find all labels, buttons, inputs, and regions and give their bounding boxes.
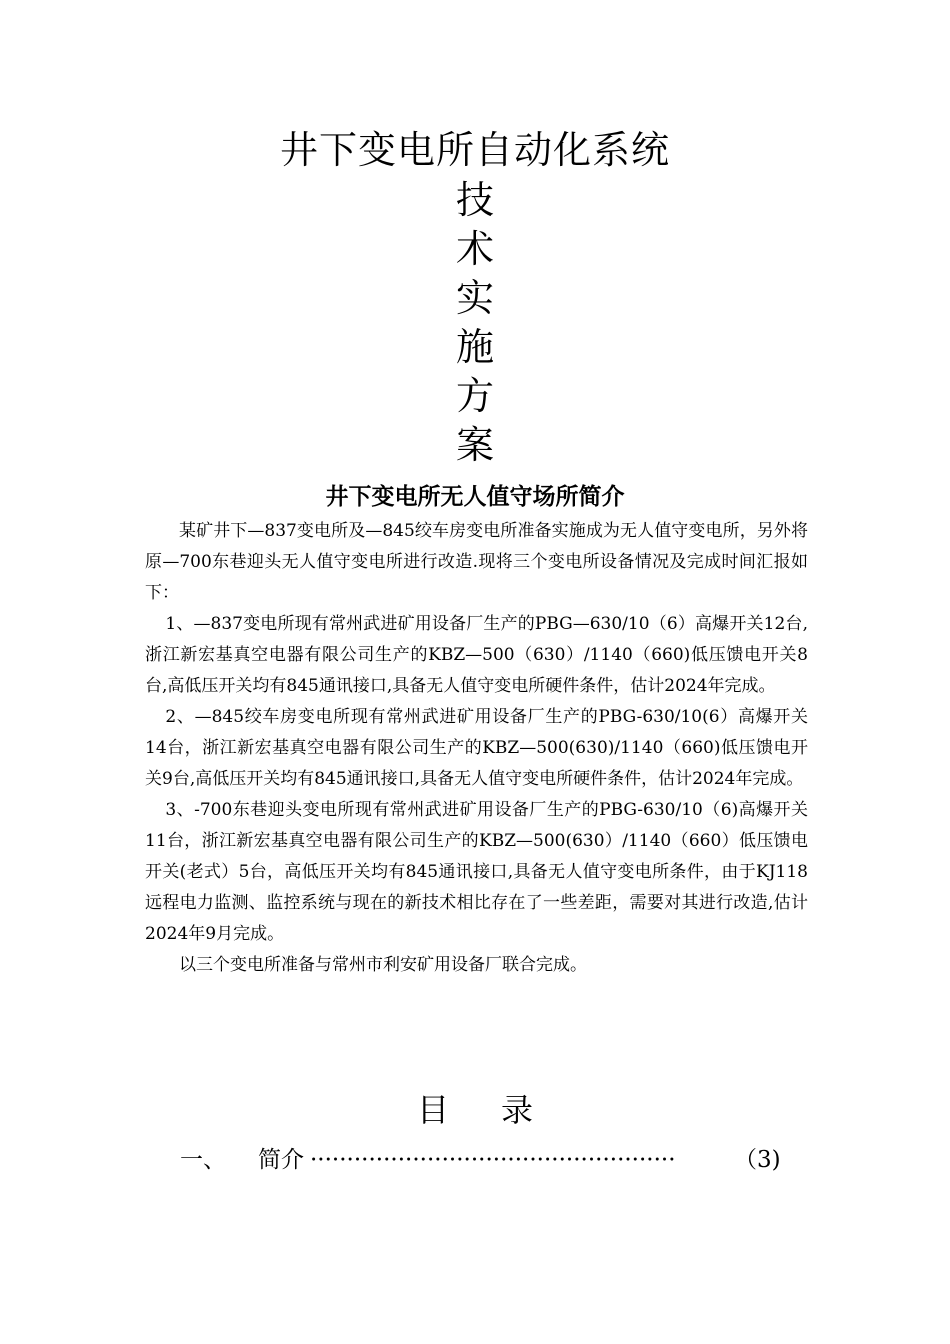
section-heading: 井下变电所无人值守场所简介 bbox=[325, 484, 625, 510]
subtitle-char: 案 bbox=[455, 423, 494, 467]
closing-paragraph: 以三个变电所准备与常州市利安矿用设备厂联合完成。 bbox=[179, 955, 587, 975]
list-item-paragraph: 1、—837变电所现有常州武进矿用设备厂生产的PBG—630/10（6）高爆开关12台,浙江新宏基真空电器有限公司生产的KBZ—500（630）/1140（660)低压馈电开关8台,高低压开关均有845通讯接口,具备无人值守变电所硬件条件，估计2024年完成。 bbox=[145, 614, 808, 696]
body-text bbox=[145, 516, 808, 981]
toc-entry-page: （3) bbox=[730, 1140, 781, 1180]
subtitle-char: 施 bbox=[455, 325, 494, 369]
vertical-subtitle bbox=[0, 176, 950, 470]
list-item-paragraph: 3、-700东巷迎头变电所现有常州武进矿用设备厂生产的PBG-630/10（6)高爆开关11台，浙江新宏基真空电器有限公司生产的KBZ—500(630）/1140（660）低压馈电开关(老式）5台，高低压开关均有845通讯接口,具备无人值守变电所条件，由于KJ118远程电力监测、监控系统与现在的新技术相比存在了一些差距，需要对其进行改造,估计2024年9月完成。 bbox=[145, 800, 808, 944]
toc-entry-number: 一、 bbox=[180, 1147, 226, 1173]
toc-heading-right: 录 bbox=[501, 1091, 534, 1129]
subtitle-char: 方 bbox=[455, 374, 494, 418]
intro-paragraph: 某矿井下—837变电所及—845绞车房变电所准备实施成为无人值守变电所，另外将原—700东巷迎头无人值守变电所进行改造.现将三个变电所设备情况及完成时间汇报如下： bbox=[145, 521, 808, 603]
list-item-paragraph: 2、—845绞车房变电所现有常州武进矿用设备厂生产的PBG-630/10(6）高爆开关14台，浙江新宏基真空电器有限公司生产的KBZ—500(630)/1140（660)低压馈电开关9台,高低压开关均有845通讯接口,具备无人值守变电所硬件条件，估计2024年完成。 bbox=[145, 707, 808, 789]
subtitle-char: 技 bbox=[455, 178, 494, 222]
subtitle-char: 术 bbox=[455, 227, 494, 271]
subtitle-char: 实 bbox=[455, 276, 494, 320]
toc-heading bbox=[0, 1088, 950, 1132]
toc-entry[interactable] bbox=[180, 1140, 780, 1180]
toc-entry-label: 简介 bbox=[258, 1147, 304, 1173]
document-title: 井下变电所自动化系统 bbox=[279, 128, 670, 172]
toc-heading-left: 目 bbox=[416, 1091, 449, 1129]
toc-entry-leader: ·················································· bbox=[310, 1147, 676, 1173]
